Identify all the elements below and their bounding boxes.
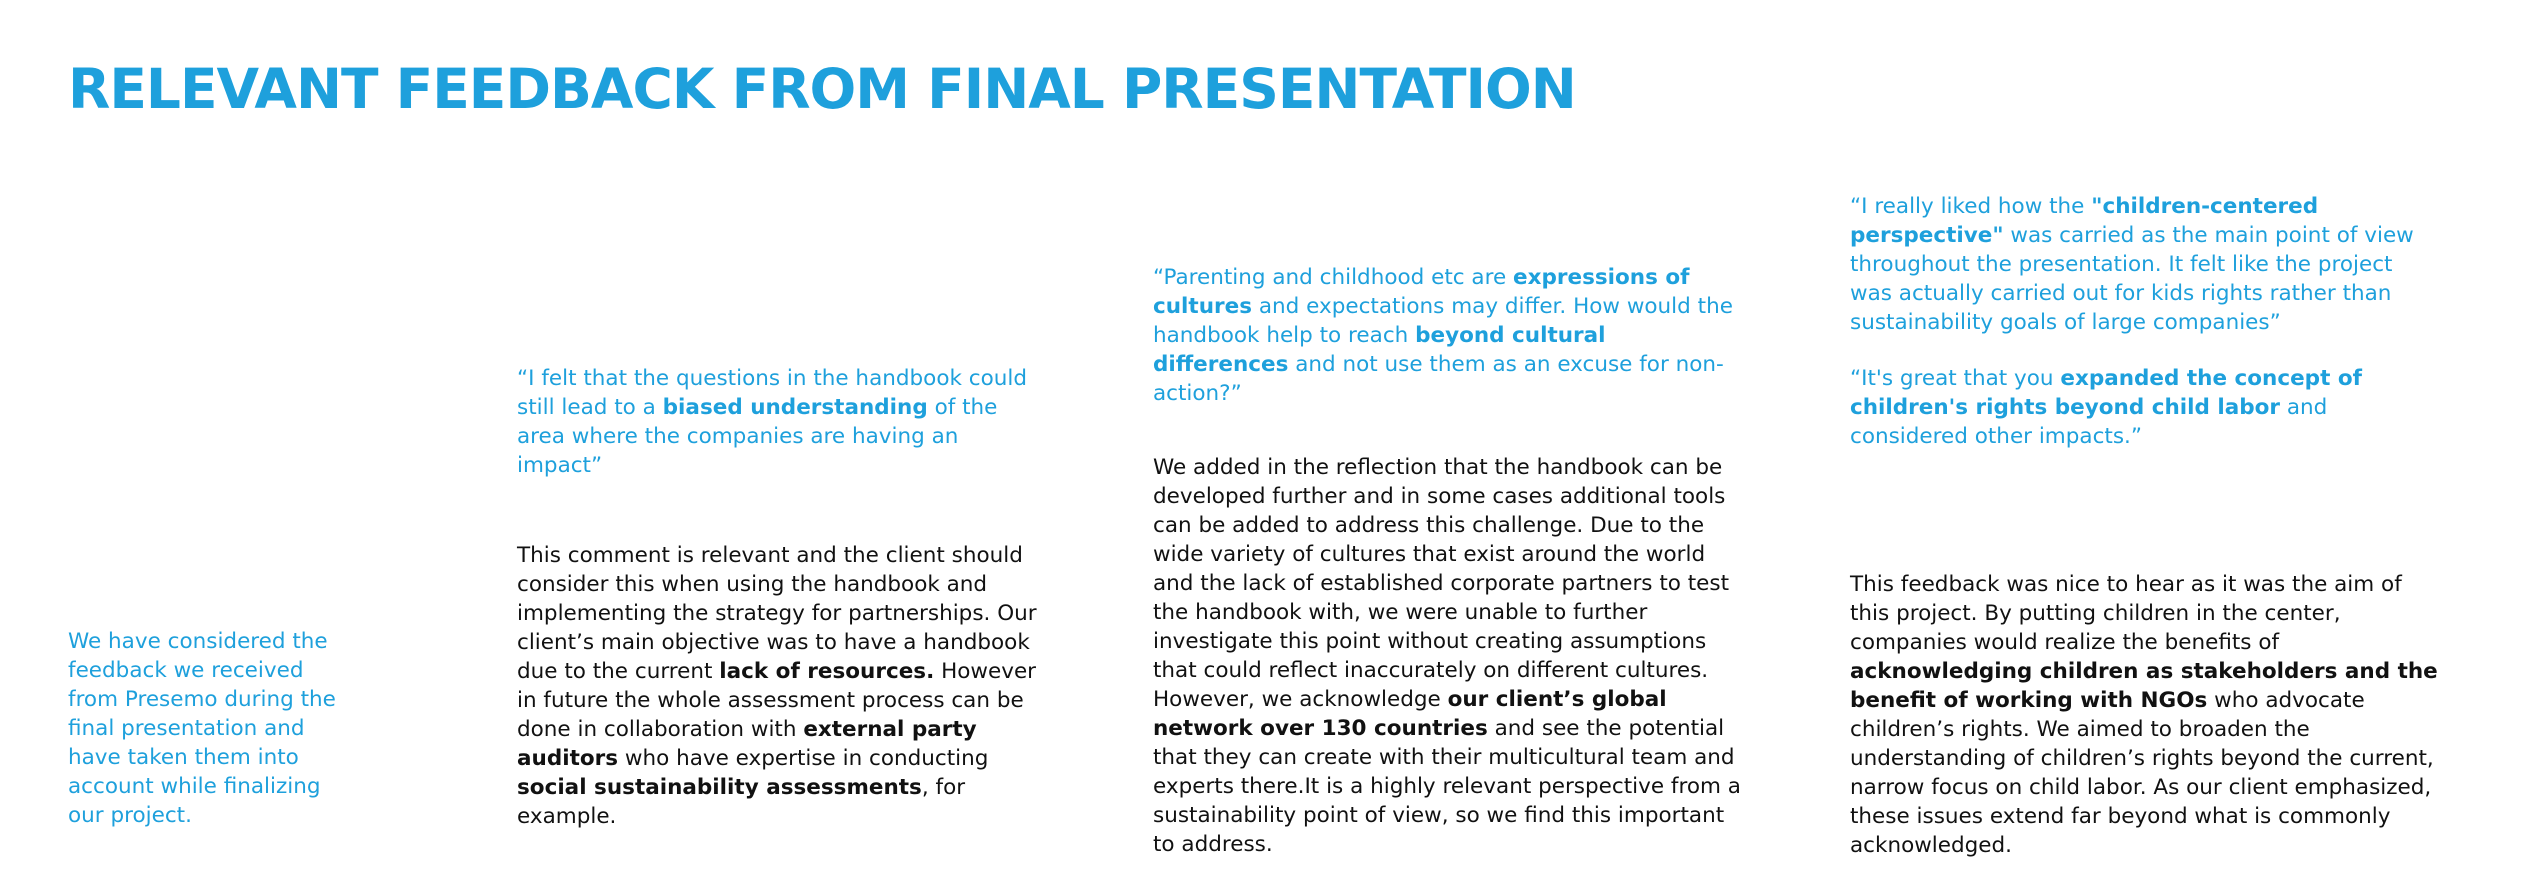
response-emphasis: lack of resources.	[719, 659, 935, 684]
response-emphasis: social sustainability assessments	[517, 775, 922, 800]
response-text: We added in the reflection that the handbook can be developed further and in some cases additional tools can be added to address this challenge. Due to the wide variety of cultures that exist around the world and the lack of established corporate partners to test the handbook with, we were unable to further investigate this point without creating assumptions that could reflect inaccurately on different cultures. However, we acknowledge	[1153, 455, 1730, 712]
quote-emphasis: beyond cultural differences	[1153, 323, 1606, 377]
response-emphasis: our client’s global network over 130 countries	[1153, 687, 1667, 741]
quote-text: and not use them as an excuse for non-action?”	[1153, 352, 1724, 406]
quote-text: and considered other impacts.”	[1850, 395, 2328, 449]
page-title: RELEVANT FEEDBACK FROM FINAL PRESENTATION	[68, 57, 1576, 121]
feedback-quote-3	[1850, 192, 2440, 337]
response-text: This comment is relevant and the client should consider this when using the handbook and implementing the strategy for partnerships. Our client’s main objective was to have a handbook due to the current	[517, 543, 1037, 684]
response-text: who have expertise in conducting	[618, 746, 989, 771]
response-text: This feedback was nice to hear as it was the aim of this project. By putting children in the center, companies would realize the benefits of	[1850, 572, 2402, 655]
response-3	[1850, 570, 2440, 860]
quote-emphasis: expanded the concept of children's rights beyond child labor	[1850, 366, 2362, 420]
quote-text: “It's great that you	[1850, 366, 2061, 391]
quote-emphasis: "children-centered perspective"	[1850, 194, 2319, 248]
feedback-quote-2	[1153, 263, 1733, 408]
response-1	[517, 541, 1037, 831]
response-text: , for example.	[517, 775, 966, 829]
quote-text: “I really liked how the	[1850, 194, 2092, 219]
quote-text: “Parenting and childhood etc are	[1153, 265, 1514, 290]
quote-text: “I felt that the questions in the handbook could still lead to a	[517, 366, 1027, 420]
quote-text: and expectations may differ. How would the handbook help to reach	[1153, 294, 1733, 348]
response-text: and see the potential that they can create with their multicultural team and experts there.It is a highly relevant perspective from a sustainability point of view, so we find this important to address.	[1153, 716, 1741, 857]
response-emphasis: external party auditors	[517, 717, 977, 771]
quote-text: of the area where the companies are having an impact”	[517, 395, 998, 478]
response-text: who advocate children’s rights. We aimed to broaden the understanding of children’s rights beyond the current, narrow focus on child labor. As our client emphasized, these issues extend far beyond what is commonly acknowledged.	[1850, 688, 2434, 858]
quote-emphasis: expressions of cultures	[1153, 265, 1690, 319]
response-text: However in future the whole assessment process can be done in collaboration with	[517, 659, 1037, 742]
quote-text: was carried as the main point of view throughout the presentation. It felt like the project was actually carried out for kids rights rather than sustainability goals of large companies”	[1850, 223, 2414, 335]
feedback-quote-1	[517, 364, 1037, 480]
quote-emphasis: biased understanding	[662, 395, 928, 420]
feedback-quote-4	[1850, 364, 2440, 451]
response-emphasis: acknowledging children as stakeholders and the benefit of working with NGOs	[1850, 659, 2438, 713]
response-2	[1153, 453, 1743, 859]
intro-text: We have considered the feedback we received from Presemo during the final presentation and have taken them into account while finalizing our project.	[68, 629, 336, 828]
